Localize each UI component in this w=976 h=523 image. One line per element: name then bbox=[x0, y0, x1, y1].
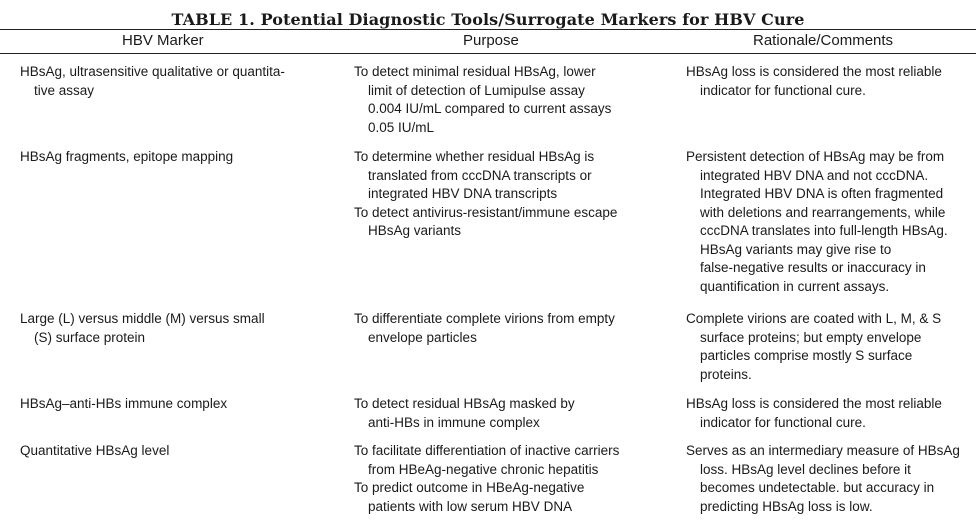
table-row-3-marker bbox=[20, 310, 265, 347]
table-row-5-marker bbox=[20, 442, 169, 461]
cell-line: Large (L) versus middle (M) versus small bbox=[20, 311, 265, 326]
cell-line: indicator for functional cure. bbox=[700, 82, 866, 98]
cell-line: indicator for functional cure. bbox=[700, 414, 866, 430]
cell-line: integrated HBV DNA and not cccDNA. bbox=[700, 167, 929, 183]
cell-line: Integrated HBV DNA is often fragmented bbox=[700, 186, 944, 201]
table-row-3-rationale bbox=[686, 310, 941, 384]
cell-line: HBsAg loss is considered the most reliable bbox=[686, 396, 942, 411]
cell-line: false-negative results or inaccuracy in bbox=[700, 260, 926, 275]
table-row-5-rationale bbox=[686, 442, 960, 516]
cell-line: quantification in current assays. bbox=[700, 278, 890, 294]
cell-line: Quantitative HBsAg level bbox=[20, 443, 170, 458]
cell-line: proteins. bbox=[700, 366, 752, 382]
table-row-2-rationale bbox=[686, 148, 948, 296]
table-row-3-purpose bbox=[354, 310, 615, 347]
cell-line: from HBeAg-negative chronic hepatitis bbox=[368, 461, 599, 477]
cell-line: To predict outcome in HBeAg-negative bbox=[354, 480, 585, 495]
table-row-2-purpose bbox=[354, 148, 617, 241]
top-rule bbox=[0, 29, 976, 30]
cell-line: with deletions and rearrangements, while bbox=[700, 204, 946, 220]
header-purpose: Purpose bbox=[463, 32, 519, 49]
cell-line: Persistent detection of HBsAg may be from bbox=[686, 149, 945, 164]
cell-line: To detect minimal residual HBsAg, lower bbox=[354, 64, 596, 79]
table-row-1-marker bbox=[20, 63, 285, 100]
table-row-4-purpose bbox=[354, 395, 575, 432]
header-rule bbox=[0, 53, 976, 54]
cell-line: integrated HBV DNA transcripts bbox=[368, 186, 558, 201]
table-row-1-rationale bbox=[686, 63, 942, 100]
cell-line: limit of detection of Lumipulse assay bbox=[368, 82, 585, 98]
cell-line: envelope particles bbox=[368, 329, 477, 345]
cell-line: To detect antivirus-resistant/immune escape bbox=[354, 204, 618, 220]
cell-line: 0.004 IU/mL compared to current assays bbox=[368, 101, 612, 116]
cell-line: To determine whether residual HBsAg is bbox=[354, 149, 595, 164]
cell-line: To facilitate differentiation of inactive carriers bbox=[354, 443, 620, 458]
cell-line: 0.05 IU/mL bbox=[368, 119, 435, 135]
cell-line: Complete virions are coated with L, M, & S bbox=[686, 311, 942, 326]
header-hbv-marker: HBV Marker bbox=[122, 32, 204, 49]
table-row-4-marker bbox=[20, 395, 227, 414]
cell-line: To differentiate complete virions from empty bbox=[354, 311, 615, 326]
cell-line: patients with low serum HBV DNA bbox=[368, 498, 573, 514]
cell-line: HBsAg–anti-HBs immune complex bbox=[20, 396, 228, 411]
cell-line: surface proteins; but empty envelope bbox=[700, 329, 922, 345]
table-row-4-rationale bbox=[686, 395, 942, 432]
cell-line: anti-HBs in immune complex bbox=[368, 414, 540, 430]
table-row-2-marker bbox=[20, 148, 233, 167]
cell-line: cccDNA translates into full-length HBsAg. bbox=[700, 223, 948, 238]
table-row-5-purpose bbox=[354, 442, 619, 516]
cell-line: (S) surface protein bbox=[34, 329, 146, 345]
cell-line: predicting HBsAg loss is low. bbox=[700, 498, 873, 514]
cell-line: tive assay bbox=[34, 82, 95, 98]
cell-line: translated from cccDNA transcripts or bbox=[368, 167, 592, 183]
cell-line: becomes undetectable. but accuracy in bbox=[700, 480, 935, 495]
cell-line: HBsAg variants may give rise to bbox=[700, 241, 892, 257]
cell-line: Serves as an intermediary measure of HBsAg bbox=[686, 443, 960, 458]
cell-line: HBsAg, ultrasensitive qualitative or quantita- bbox=[20, 64, 285, 79]
table-row-1-purpose bbox=[354, 63, 611, 137]
cell-line: loss. HBsAg level declines before it bbox=[700, 461, 911, 477]
table-title: TABLE 1. Potential Diagnostic Tools/Surrogate Markers for HBV Cure bbox=[171, 10, 805, 29]
cell-line: HBsAg variants bbox=[368, 223, 462, 238]
header-rationale: Rationale/Comments bbox=[753, 32, 894, 49]
cell-line: particles comprise mostly S surface bbox=[700, 348, 913, 363]
cell-line: HBsAg fragments, epitope mapping bbox=[20, 149, 234, 164]
cell-line: To detect residual HBsAg masked by bbox=[354, 396, 575, 411]
cell-line: HBsAg loss is considered the most reliable bbox=[686, 64, 942, 79]
